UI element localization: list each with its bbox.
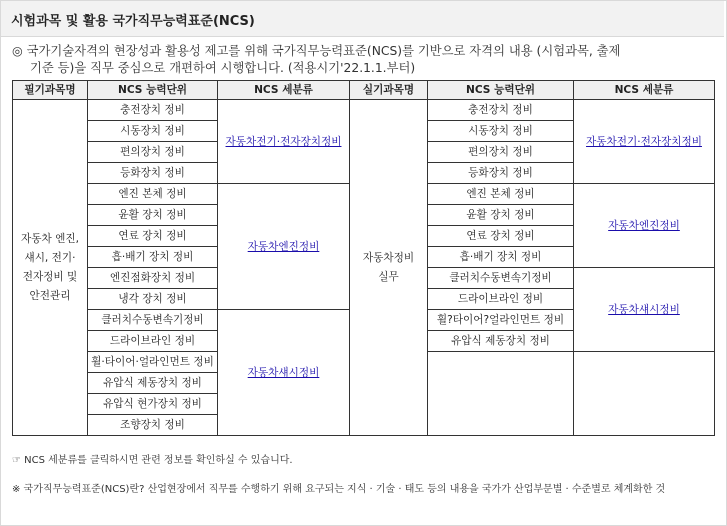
ncs-class-link[interactable]: 자동차전기·전자장치정비 — [225, 135, 342, 148]
practical-class-cell — [574, 184, 715, 268]
ncs-class-link[interactable]: 자동차엔진정비 — [608, 219, 680, 232]
practical-unit-empty — [428, 352, 574, 436]
written-unit: 윤활 장치 정비 — [88, 205, 218, 226]
table-row — [13, 100, 715, 121]
ncs-class-link[interactable]: 자동차섀시정비 — [608, 303, 680, 316]
header-ncs-unit-left: NCS 능력단위 — [88, 81, 218, 100]
intro-line-1: ◎ 국가기술자격의 현장성과 활용성 제고를 위해 국가직무능력표준(NCS)를 기반으로 자격의 내용 (시험과목, 출제 — [12, 44, 621, 58]
practical-unit: 휠?타이어?얼라인먼트 정비 — [428, 310, 574, 331]
practical-unit: 흡·배기 장치 정비 — [428, 247, 574, 268]
written-subject-cell — [13, 100, 88, 436]
written-subject-line: 자동차 엔진, — [21, 232, 79, 245]
intro-line-2: 기준 등)을 직무 중심으로 개편하여 시행합니다. (적용시기'22.1.1.부터) — [30, 61, 416, 75]
practical-unit: 등화장치 정비 — [428, 163, 574, 184]
practical-class-cell — [574, 268, 715, 352]
written-subject-line: 안전관리 — [29, 289, 71, 302]
written-subject-line: 전자정비 및 — [22, 270, 78, 283]
practical-unit: 시동장치 정비 — [428, 121, 574, 142]
written-unit: 드라이브라인 정비 — [88, 331, 218, 352]
written-unit: 유압식 제동장치 정비 — [88, 373, 218, 394]
header-ncs-class-left: NCS 세분류 — [218, 81, 350, 100]
intro-text — [12, 43, 712, 77]
practical-class-empty — [574, 352, 715, 436]
title-bar — [1, 1, 724, 37]
written-unit: 연료 장치 정비 — [88, 226, 218, 247]
ncs-class-link[interactable]: 자동차섀시정비 — [247, 366, 320, 379]
ncs-class-link[interactable]: 자동차엔진정비 — [247, 240, 320, 253]
practical-unit: 드라이브라인 정비 — [428, 289, 574, 310]
written-unit: 엔진 본체 정비 — [88, 184, 218, 205]
written-unit: 충전장치 정비 — [88, 100, 218, 121]
practical-unit: 클러치수동변속기정비 — [428, 268, 574, 289]
practical-unit: 충전장치 정비 — [428, 100, 574, 121]
practical-unit: 유압식 제동장치 정비 — [428, 331, 574, 352]
ncs-table — [12, 80, 715, 436]
written-unit: 냉각 장치 정비 — [88, 289, 218, 310]
written-unit: 시동장치 정비 — [88, 121, 218, 142]
header-written-subject: 필기과목명 — [13, 81, 88, 100]
ncs-definition-note: ※ 국가직무능력표준(NCS)란? 산업현장에서 직무를 수행하기 위해 요구되는 지식 · 기술 · 태도 등의 내용을 국가가 산업부문별 · 수준별로 체계화한 것 — [12, 484, 666, 495]
written-unit: 흡·배기 장치 정비 — [88, 247, 218, 268]
ncs-class-link[interactable]: 자동차전기·전자장치정비 — [586, 135, 702, 148]
written-class-cell — [218, 184, 350, 310]
written-unit: 휠·타이어·얼라인먼트 정비 — [88, 352, 218, 373]
practical-unit: 윤활 장치 정비 — [428, 205, 574, 226]
table-header-row — [13, 81, 715, 100]
written-class-cell — [218, 310, 350, 436]
practical-unit: 연료 장치 정비 — [428, 226, 574, 247]
written-unit: 유압식 현가장치 정비 — [88, 394, 218, 415]
written-subject-line: 섀시, 전기· — [24, 251, 76, 264]
written-unit: 편의장치 정비 — [88, 142, 218, 163]
header-practical-subject: 실기과목명 — [350, 81, 428, 100]
header-ncs-unit-right: NCS 능력단위 — [428, 81, 574, 100]
practical-subject-cell — [350, 100, 428, 436]
written-class-cell — [218, 100, 350, 184]
practical-unit: 엔진 본체 정비 — [428, 184, 574, 205]
practical-subject-line: 자동차정비 — [362, 251, 415, 264]
page-title: 시험과목 및 활용 국가직무능력표준(NCS) — [11, 14, 255, 29]
written-unit: 등화장치 정비 — [88, 163, 218, 184]
written-unit: 클러치수동변속기정비 — [88, 310, 218, 331]
practical-subject-line: 실무 — [378, 270, 399, 283]
written-unit: 조향장치 정비 — [88, 415, 218, 436]
practical-class-cell — [574, 100, 715, 184]
click-note: ☞ NCS 세분류를 클릭하시면 관련 정보를 확인하실 수 있습니다. — [12, 455, 293, 466]
header-ncs-class-right: NCS 세분류 — [574, 81, 715, 100]
written-unit: 엔진점화장치 정비 — [88, 268, 218, 289]
practical-unit: 편의장치 정비 — [428, 142, 574, 163]
